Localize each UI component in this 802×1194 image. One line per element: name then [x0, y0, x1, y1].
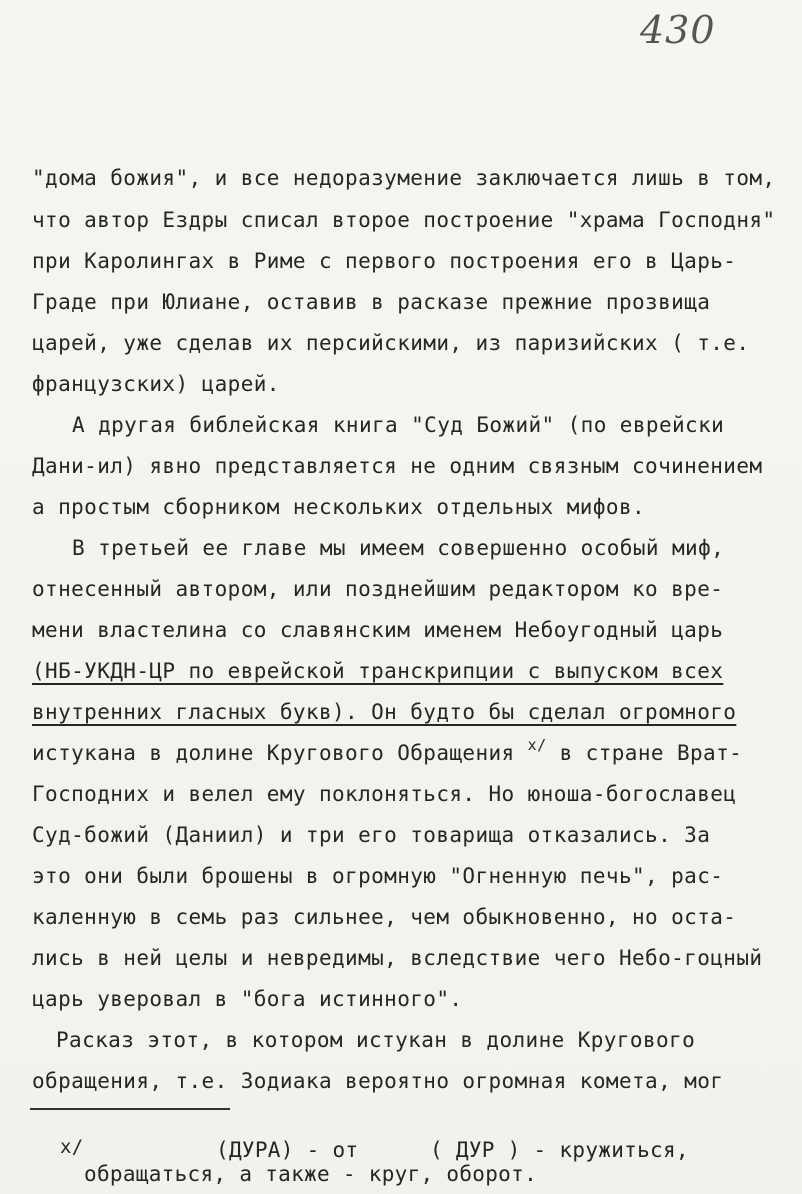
text-line-19: каленную в семь раз сильнее, чем обыкновенно, но оста- [32, 905, 737, 929]
text-line-23: обращения, т.е. Зодиака вероятно огромная комета, мог [32, 1069, 724, 1093]
footnote-reference: x/ [527, 736, 547, 754]
text-line-13-underlined: (НБ-УКДН-ЦР по еврейской транскрипции с выпуском всех [32, 659, 724, 683]
footnote-mark: x/ [60, 1136, 84, 1158]
text-line-2: что автор Ездры списал второе построение "храма Господня" [32, 208, 776, 232]
text-line-1: "дома божия", и все недоразумение заключается лишь в том, [32, 166, 776, 190]
text-segment: истукана в долине Кругового Обращения [32, 741, 515, 765]
text-line-14 [32, 702, 736, 723]
text-line-10: В третьей ее главе мы имеем совершенно особый миф, [72, 536, 725, 560]
text-line-22: Расказ этот, в котором истукан в долине Кругового [56, 1028, 696, 1052]
footnote-part-1: (ДУРА) - от [216, 1138, 359, 1162]
text-line-9: а простым сборником нескольких отдельных мифов. [32, 495, 646, 519]
text-line-7: А другая библейская книга "Суд Божий" (по еврейски [72, 413, 725, 437]
page-number: 430 [640, 8, 716, 52]
footnote-part-3: обращаться, а также - круг, оборот. [84, 1162, 538, 1186]
text-line-6: французских) царей. [32, 372, 280, 396]
text-line-5: царей, уже сделав их персийскими, из паризийских ( т.е. [32, 331, 750, 355]
footnote-divider [30, 1108, 230, 1110]
text-line-20: лись в ней целы и невредимы, вследствие чего Небо-гоцный [32, 946, 763, 970]
text-line-4: Граде при Юлиане, оставив в раскaзе прежние прозвища [32, 290, 711, 314]
text-segment: в стране Врат- [559, 741, 743, 765]
text-line-8: Дани-ил) явно представляется не одним связным сочинением [32, 454, 763, 478]
text-line-16: Господних и велел ему поклоняться. Но юноша-богославец [32, 782, 737, 806]
text-line-11: отнесенный автором, или позднейшим редактором ко вре- [32, 577, 724, 601]
footnote-part-2: ( ДУР ) - кружиться, [430, 1138, 689, 1162]
text-line-15 [32, 736, 743, 765]
text-line-12: мени властелина со славянским именем Небоугодный царь [32, 618, 724, 642]
underlined-text: внутренних гласных букв). Он будто бы сделал огромного [32, 700, 737, 724]
text-line-3: при Каролингах в Риме с первого построения его в Царь- [32, 249, 737, 273]
text-line-21: царь уверовал в "бога истинного". [32, 987, 463, 1011]
text-line-17: Суд-божий (Даниил) и три его товарища отказались. За [32, 823, 711, 847]
text-line-18: это они были брошены в огромную "Огненную печь", рас- [32, 864, 724, 888]
